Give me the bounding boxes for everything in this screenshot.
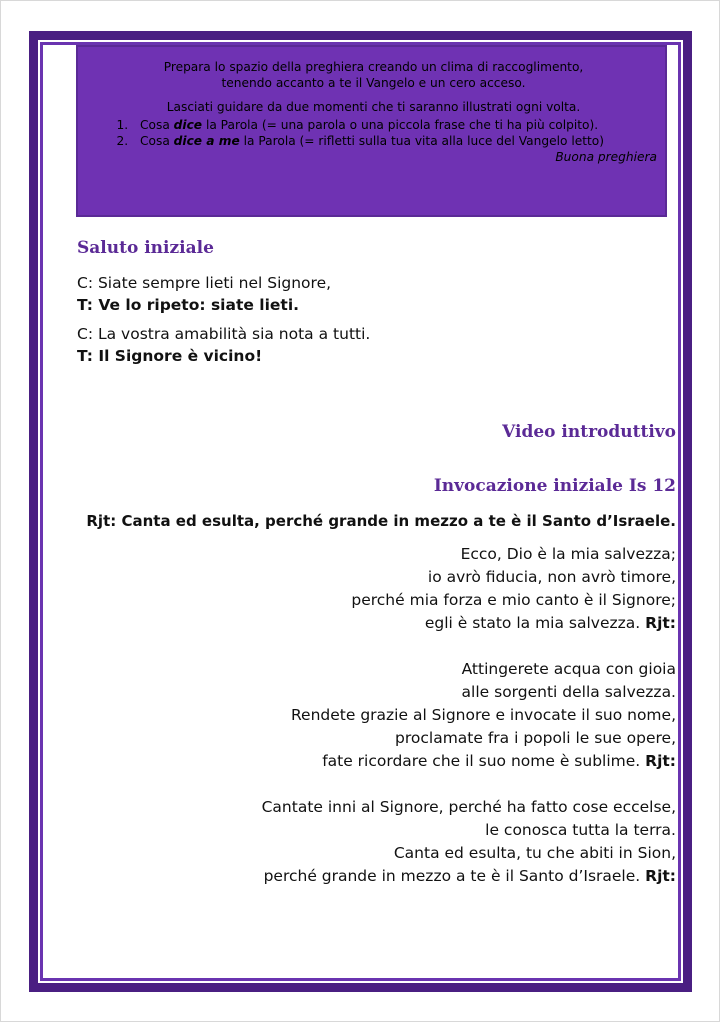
stanza-line: Canta ed esulta, tu che abiti in Sion,: [393, 844, 676, 862]
stanza-line: egli è stato la mia salvezza. Rjt:: [424, 614, 676, 632]
rjt-marker: Rjt:: [645, 867, 676, 885]
stanza-line: perché grande in mezzo a te è il Santo d’Israele. Rjt:: [263, 867, 676, 885]
stanza-line: Attingerete acqua con gioia: [461, 660, 676, 678]
intro-signature: Buona preghiera: [555, 150, 657, 164]
saluto-exchange-1: [77, 272, 331, 316]
intro-line-1: Prepara lo spazio della preghiera creando un clima di raccoglimento,: [163, 60, 584, 74]
saluto-exchange-2: [77, 323, 370, 367]
intro-list: [90, 117, 657, 149]
response-line: T: Ve lo ripeto: siate lieti.: [77, 296, 300, 314]
response-line: T: Il Signore è vicino!: [77, 347, 263, 365]
celebrant-line: C: Siate sempre lieti nel Signore,: [77, 274, 332, 292]
stanza-line: proclamate fra i popoli le sue opere,: [395, 729, 676, 747]
stanza-line: Cantate inni al Signore, perché ha fatto cose eccelse,: [261, 798, 676, 816]
invocazione-heading: Invocazione iniziale Is 12: [433, 476, 676, 496]
saluto-heading: Saluto iniziale: [77, 238, 214, 258]
rjt-marker: Rjt:: [645, 614, 676, 632]
intro-line-2: tenendo accanto a te il Vangelo e un cero acceso.: [221, 76, 526, 90]
rjt-marker: Rjt:: [645, 752, 676, 770]
stanza-line: alle sorgenti della salvezza.: [461, 683, 676, 701]
refrain-line: Rjt: Canta ed esulta, perché grande in mezzo a te è il Santo d’Israele.: [86, 512, 676, 530]
stanza-line: Rendete grazie al Signore e invocate il suo nome,: [290, 706, 676, 724]
intro-box: [76, 45, 667, 217]
stanza-line: Ecco, Dio è la mia salvezza;: [460, 545, 676, 563]
intro-list-item: 1. Cosa dice la Parola (= una parola o una piccola frase che ti ha più colpito).: [132, 117, 657, 133]
stanza-1: [351, 543, 676, 635]
stanza-line: le conosca tutta la terra.: [485, 821, 676, 839]
celebrant-line: C: La vostra amabilità sia nota a tutti.: [77, 325, 371, 343]
stanza-line: perché mia forza e mio canto è il Signore;: [351, 591, 676, 609]
video-heading: Video introduttivo: [502, 422, 676, 442]
stanza-2: [291, 658, 676, 773]
stanza-3: [262, 796, 676, 888]
intro-line-3: Lasciati guidare da due momenti che ti saranno illustrati ogni volta.: [166, 100, 581, 114]
stanza-line: fate ricordare che il suo nome è sublime. Rjt:: [322, 752, 676, 770]
intro-list-item: 2. Cosa dice a me la Parola (= rifletti sulla tua vita alla luce del Vangelo letto): [132, 133, 657, 149]
stanza-line: io avrò fiducia, non avrò timore,: [427, 568, 676, 586]
